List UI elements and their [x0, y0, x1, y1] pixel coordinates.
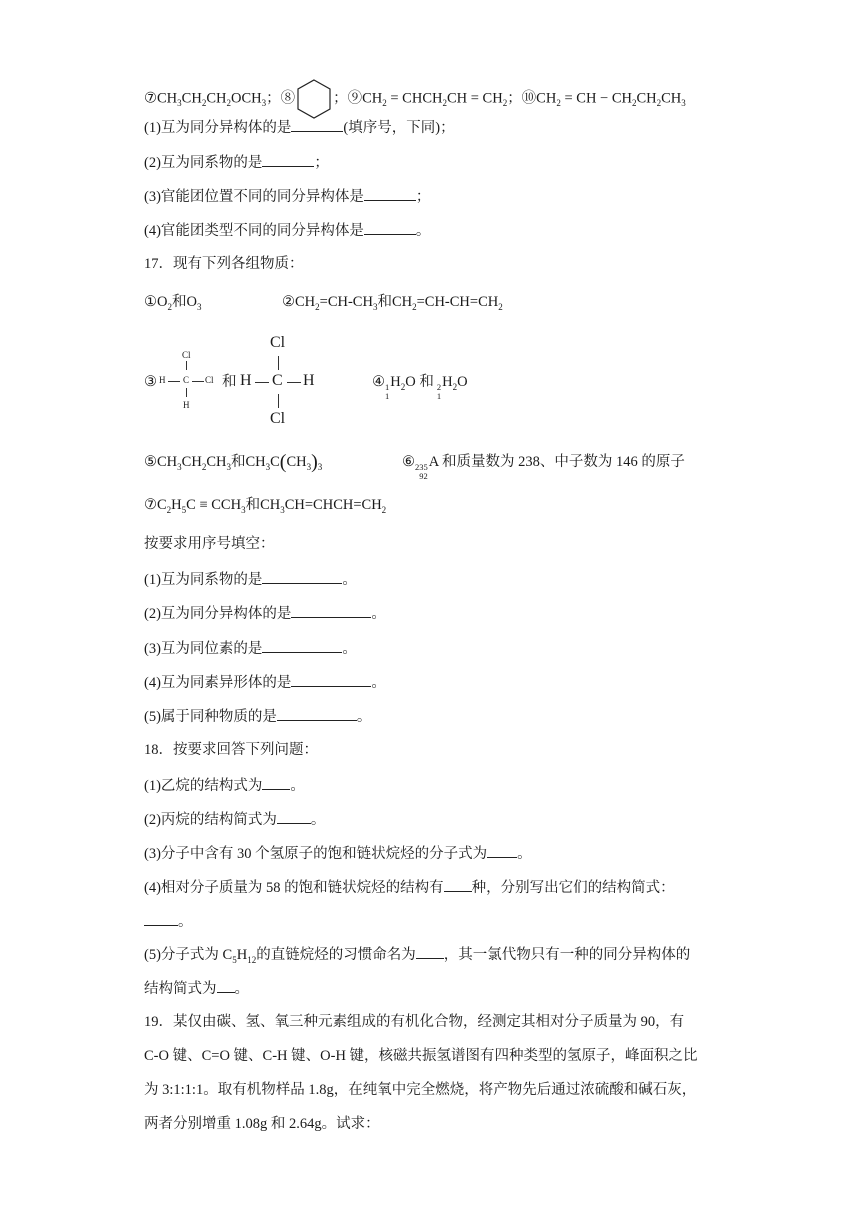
text: 。 [371, 606, 386, 622]
text: (3)互为同位素的是 [144, 641, 263, 657]
text: 。 [290, 778, 305, 794]
q16-item-1 [144, 117, 455, 138]
sub: 2 [381, 504, 387, 515]
text: 。 [342, 641, 357, 657]
compound-7: ⑦CH [144, 90, 178, 107]
sub: 2 [442, 98, 447, 109]
text: CH [206, 454, 227, 470]
q17-group-7 [144, 495, 386, 515]
text: 和CH [245, 497, 281, 513]
q18-item-2 [144, 809, 325, 830]
text: (4)互为同素异形体的是 [144, 675, 292, 691]
sub: 3 [317, 461, 323, 472]
text: 。 [178, 914, 193, 930]
bond [186, 388, 187, 397]
sub: 3 [306, 461, 312, 472]
q17-item-5 [144, 706, 371, 727]
answer-blank[interactable] [277, 809, 311, 824]
sub: 5 [181, 504, 187, 515]
atom-h-left: H [159, 375, 166, 385]
text: ； [415, 189, 431, 205]
mass-number: 235 [415, 462, 428, 472]
q18-item-3 [144, 843, 532, 864]
answer-blank[interactable] [291, 117, 343, 132]
text: 和O [171, 294, 197, 310]
answer-blank[interactable] [277, 706, 357, 721]
text: C [270, 454, 280, 470]
sub: 3 [681, 98, 686, 109]
sub: 2 [315, 301, 320, 312]
text: CH = CH [446, 90, 503, 107]
sub: 2 [201, 461, 207, 472]
bond [186, 361, 187, 370]
text: 。 [310, 812, 326, 828]
text: CH [206, 90, 227, 107]
q17-group-5 [144, 452, 322, 472]
bond [168, 381, 180, 382]
text: CH [636, 90, 657, 107]
text: 。 [371, 675, 386, 691]
q19-line-1: 19．某仅由碳、氢、氧三种元素组成的有机化合物，经测定其相对分子质量为 90，有 [144, 1014, 685, 1030]
atom-h-left: H [240, 372, 252, 389]
answer-blank[interactable] [262, 152, 314, 167]
text: (2)丙烷的结构简式为 [144, 812, 277, 828]
text: ，其一氯代物只有一种的同分异构体的 [443, 947, 691, 963]
q18-item-1 [144, 775, 305, 796]
sub: 2 [400, 381, 406, 392]
compound-list-line [144, 78, 686, 120]
bond [192, 381, 204, 382]
text: H [390, 374, 401, 390]
text: 。 [356, 709, 372, 725]
atom-h-right: H [303, 372, 315, 389]
text: ； [314, 155, 329, 171]
atom-cl-right: Cl [205, 375, 214, 385]
atom-h-bottom: H [183, 400, 190, 410]
answer-blank[interactable] [262, 569, 342, 584]
answer-blank[interactable] [291, 672, 371, 687]
text: (填序号，下同)； [343, 120, 455, 136]
text: (1)互为同分异构体的是 [144, 120, 292, 136]
bond [287, 382, 301, 383]
text: =CH-CH=CH [416, 294, 499, 310]
text: 。 [234, 981, 249, 997]
text: (3)官能团位置不同的同分异构体是 [144, 189, 364, 205]
text: = CH − CH [560, 90, 632, 107]
q18-item-5 [144, 944, 690, 965]
text: C ≡ CCH [186, 497, 242, 513]
text: CH=CHCH=CH [284, 497, 382, 513]
text: 和CH [230, 454, 266, 470]
answer-blank[interactable] [364, 220, 416, 235]
bond [278, 394, 279, 408]
text: ⑦C [144, 497, 167, 513]
text: A 和质量数为 238、中子数为 146 的原子 [428, 454, 685, 470]
atom-cl-bottom: Cl [270, 410, 286, 427]
text: CH [181, 90, 202, 107]
text: CH [661, 90, 682, 107]
q18-item-5-cont [144, 978, 249, 999]
q17-item-2 [144, 603, 386, 624]
q17-group-6 [402, 452, 685, 481]
text: ④ [372, 374, 385, 390]
sub: 2 [167, 301, 172, 312]
sub: 3 [196, 301, 202, 312]
text: (2)互为同系物的是 [144, 155, 263, 171]
text: H [171, 497, 182, 513]
q17-group-3-label: ③ [144, 374, 157, 390]
text: (5)分子式为 C [144, 947, 233, 963]
sub: 2 [502, 98, 508, 109]
sub: 3 [261, 98, 267, 109]
sub: 5 [232, 954, 237, 965]
compound-10: ；⑩CH [507, 90, 557, 107]
sub: 3 [265, 461, 271, 472]
q17-item-4 [144, 672, 386, 693]
q17-group-1 [144, 292, 201, 312]
text: CH [286, 454, 307, 470]
sub: 2 [412, 301, 417, 312]
q19-line-2: C-O 键、C=O 键、C-H 键、O-H 键，核磁共振氢谱图有四种类型的氢原子，峰面积之比 [144, 1048, 698, 1064]
sub: 2 [498, 301, 503, 312]
and-text: 和 [222, 374, 237, 390]
sub: 3 [372, 301, 378, 312]
text: ①O [144, 294, 168, 310]
text: 。 [517, 846, 532, 862]
atom-c: C [272, 372, 283, 389]
text: O 和 [405, 374, 434, 390]
text: ⑤CH [144, 454, 178, 470]
text: ⑥ [402, 454, 415, 470]
compound-8-label: ；⑧ [266, 90, 296, 107]
answer-blank[interactable] [262, 638, 342, 653]
sub: 3 [226, 461, 231, 472]
q17-title: 17．现有下列各组物质： [144, 256, 304, 272]
text: =CH-CH [319, 294, 373, 310]
answer-blank[interactable] [487, 843, 517, 858]
text: 的直链烷烃的习惯命名为 [256, 947, 416, 963]
isotope-1h [385, 383, 389, 401]
isotope-a [415, 463, 428, 481]
answer-blank[interactable] [364, 186, 416, 201]
answer-blank[interactable] [262, 775, 290, 790]
sub: 2 [226, 98, 231, 109]
cyclohexane-icon [295, 78, 333, 120]
text: = CHCH [386, 90, 443, 107]
q17-group-2 [282, 292, 503, 312]
q17-item-1 [144, 569, 357, 590]
answer-blank[interactable] [144, 911, 178, 926]
atomic-number: 1 [436, 391, 442, 401]
text: (3)分子中含有 30 个氢原子的饱和链状烷烃的分子式为 [144, 846, 488, 862]
text: (4)官能团类型不同的同分异构体是 [144, 223, 364, 239]
sub: 2 [631, 98, 637, 109]
q17-group-4 [372, 372, 468, 401]
answer-blank[interactable] [416, 944, 444, 959]
q16-item-3 [144, 186, 430, 207]
text: OCH [230, 90, 262, 107]
atomic-number: 1 [385, 391, 390, 401]
text: (1)乙烷的结构式为 [144, 778, 263, 794]
q18-item-4-cont [144, 911, 193, 932]
q19-line-4: 两者分别增重 1.08g 和 2.64g。试求： [144, 1116, 380, 1132]
q17-instruction: 按要求用序号填空： [144, 536, 275, 552]
text: 种，分别写出它们的结构简式： [471, 880, 675, 896]
sub: 2 [452, 381, 458, 392]
q19-line-3: 为 3:1:1:1。取有机物样品 1.8g，在纯氧中完全燃烧，将产物先后通过浓硫酸和碱石灰， [144, 1082, 697, 1098]
text: 。 [415, 223, 431, 239]
text: H [236, 947, 248, 963]
answer-blank[interactable] [291, 603, 371, 618]
q16-item-4 [144, 220, 430, 241]
atom-cl-top: Cl [270, 334, 286, 351]
text: 。 [342, 572, 357, 588]
text: 和CH [377, 294, 413, 310]
text: (4)相对分子质量为 58 的饱和链状烷烃的结构有 [144, 880, 444, 896]
answer-blank[interactable] [217, 978, 235, 993]
atom-c: C [183, 375, 190, 385]
q18-title: 18．按要求回答下列问题： [144, 742, 318, 758]
sub: 2 [382, 98, 387, 109]
text: ②CH [282, 294, 316, 310]
text: 结构简式为 [144, 981, 217, 997]
sub: 12 [247, 954, 257, 965]
dichloromethane-small-structure [159, 350, 221, 414]
text: CH [181, 454, 202, 470]
sub: 2 [201, 98, 207, 109]
text: H [442, 374, 453, 390]
bond [278, 356, 279, 370]
q18-item-4 [144, 877, 675, 898]
sub: 3 [280, 504, 285, 515]
sub: 3 [177, 98, 182, 109]
q16-item-2 [144, 152, 329, 173]
paren-open: ( [279, 451, 287, 473]
q17-item-3 [144, 638, 357, 659]
sub: 3 [241, 504, 246, 515]
text: (5)属于同种物质的是 [144, 709, 277, 725]
paren-close: ) [311, 451, 318, 473]
sub: 2 [166, 504, 172, 515]
isotope-2h [437, 383, 441, 401]
mass-number: 2 [436, 382, 442, 392]
bond [255, 382, 269, 383]
text: O [457, 374, 468, 390]
text: (1)互为同系物的是 [144, 572, 263, 588]
sub: 2 [556, 98, 561, 109]
text: (2)互为同分异构体的是 [144, 606, 292, 622]
sub: 2 [656, 98, 662, 109]
atom-cl-top: Cl [182, 350, 191, 360]
dichloromethane-large-structure [240, 334, 320, 428]
sub: 3 [177, 461, 182, 472]
answer-blank[interactable] [444, 877, 472, 892]
atomic-number: 92 [419, 471, 428, 481]
compound-9: ；⑨CH [333, 90, 383, 107]
mass-number: 1 [385, 382, 390, 392]
